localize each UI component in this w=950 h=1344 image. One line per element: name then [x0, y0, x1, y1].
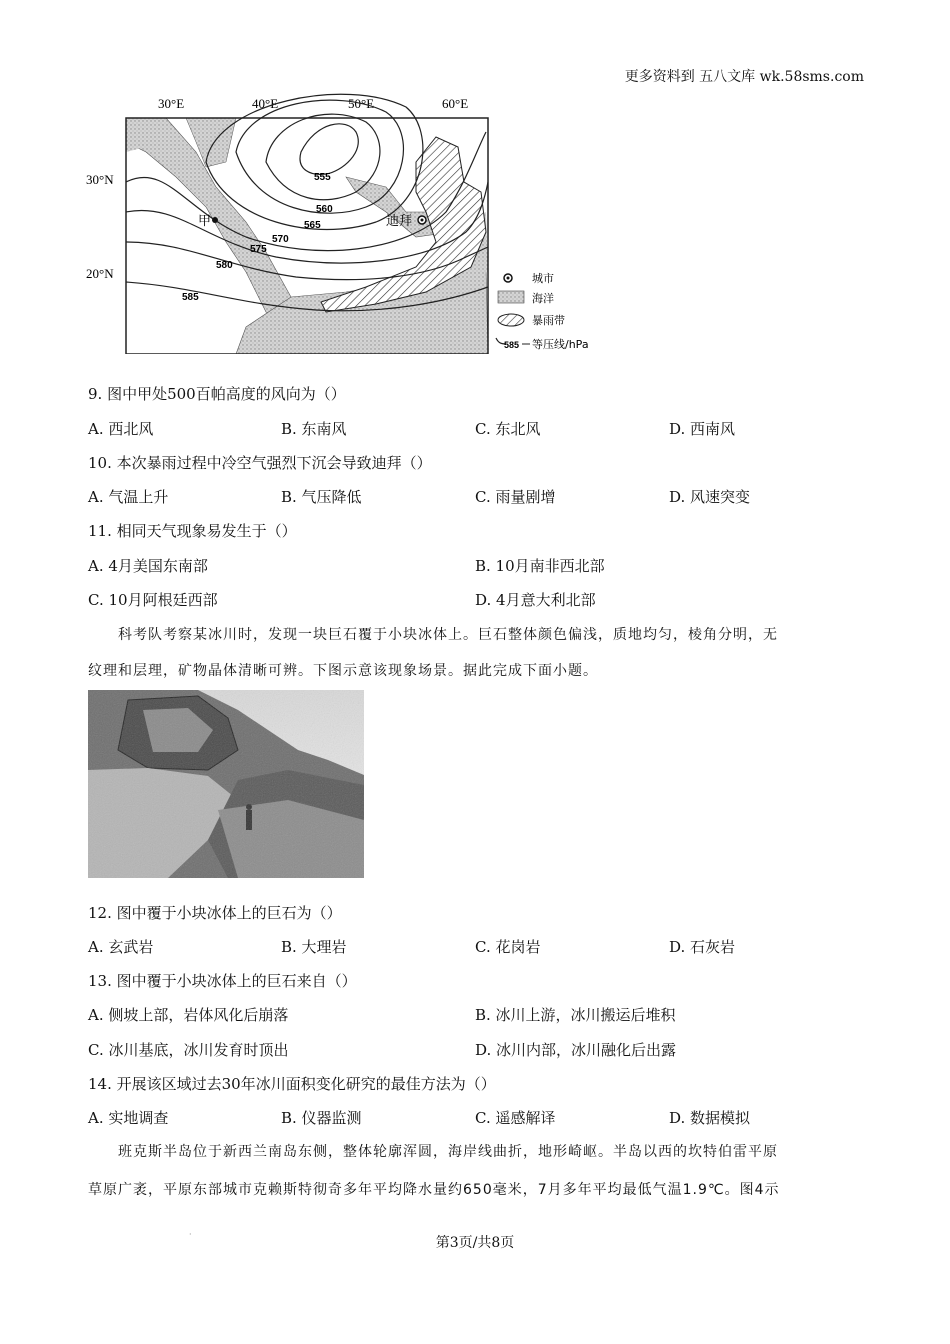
banks-passage-line-1: 班克斯半岛位于新西兰南岛东侧，整体轮廓浑圆，海岸线曲折，地形崎岖。半岛以西的坎特伯雷平原: [118, 1144, 778, 1160]
footer-dot: ·: [189, 1230, 192, 1239]
question-11-stem: 11. 相同天气现象易发生于（）: [88, 522, 297, 540]
contour-label-585: 585: [182, 292, 199, 303]
contour-label-575: 575: [250, 244, 267, 255]
banks-passage-line-2: 草原广袤，平原东部城市克赖斯特彻奇多年平均降水量约650毫米，7月多年平均最低气温1.9℃。图4示: [88, 1182, 780, 1198]
dubai-label: 迪拜: [386, 214, 413, 229]
glacier-passage-line-2: 纹理和层理，矿物晶体清晰可辨。下图示意该现象场景。据此完成下面小题。: [88, 663, 598, 679]
isobar-map-figure: [86, 92, 626, 354]
question-9-stem: 9. 图中甲处500百帕高度的风向为（）: [88, 385, 346, 403]
question-10-option-a[interactable]: A. 气温上升: [88, 488, 169, 506]
glacier-passage-line-1: 科考队考察某冰川时，发现一块巨石覆于小块冰体上。巨石整体颜色偏浅，质地均匀，棱角分明，无: [118, 627, 778, 643]
lon-label-50e: 50°E: [348, 96, 375, 111]
question-13-option-c[interactable]: C. 冰川基底，冰川发育时顶出: [88, 1041, 289, 1059]
contour-label-570: 570: [272, 234, 289, 245]
question-14-option-c[interactable]: C. 遥感解译: [475, 1109, 556, 1127]
question-12-option-a[interactable]: A. 玄武岩: [88, 938, 154, 956]
question-13-option-b[interactable]: B. 冰川上游，冰川搬运后堆积: [475, 1006, 676, 1024]
legend-ocean-swatch: [498, 291, 524, 303]
question-12-option-d[interactable]: D. 石灰岩: [669, 938, 736, 956]
question-9-option-a[interactable]: A. 西北风: [88, 420, 154, 438]
question-12-option-c[interactable]: C. 花岗岩: [475, 938, 541, 956]
question-11-option-c[interactable]: C. 10月阿根廷西部: [88, 591, 218, 609]
question-10-option-b[interactable]: B. 气压降低: [281, 488, 362, 506]
question-11-option-d[interactable]: D. 4月意大利北部: [475, 591, 596, 609]
glacier-boulder-photo: [88, 690, 364, 878]
page-number: 第3页/共8页: [435, 1235, 515, 1251]
legend-ocean-label: 海洋: [532, 292, 554, 305]
question-11-option-b[interactable]: B. 10月南非西北部: [475, 557, 605, 575]
question-12-option-b[interactable]: B. 大理岩: [281, 938, 347, 956]
question-9-option-d[interactable]: D. 西南风: [669, 420, 736, 438]
lon-label-40e: 40°E: [252, 96, 279, 111]
question-12-stem: 12. 图中覆于小块冰体上的巨石为（）: [88, 904, 342, 922]
lon-label-30e: 30°E: [158, 96, 185, 111]
question-14-option-d[interactable]: D. 数据模拟: [669, 1109, 751, 1127]
header-source-note: 更多资料到 五八文库 wk.58sms.com: [624, 69, 864, 85]
legend-isobar-value: 585: [504, 340, 520, 350]
jia-point-marker: [212, 217, 218, 223]
legend-rainband-swatch: [498, 314, 524, 326]
question-13-option-a[interactable]: A. 侧坡上部，岩体风化后崩落: [88, 1006, 289, 1024]
legend-rainband-label: 暴雨带: [532, 314, 565, 327]
legend-isobar-label: 等压线/hPa: [532, 338, 589, 351]
lon-label-60e: 60°E: [442, 96, 469, 111]
question-14-stem: 14. 开展该区域过去30年冰川面积变化研究的最佳方法为（）: [88, 1075, 496, 1093]
question-13-option-d[interactable]: D. 冰川内部，冰川融化后出露: [475, 1041, 677, 1059]
legend-city-label: 城市: [532, 272, 554, 285]
question-13-stem: 13. 图中覆于小块冰体上的巨石来自（）: [88, 972, 357, 990]
question-9-option-c[interactable]: C. 东北风: [475, 420, 541, 438]
lat-label-20n: 20°N: [86, 266, 114, 281]
map-legend: [496, 272, 589, 351]
question-10-stem: 10. 本次暴雨过程中冷空气强烈下沉会导致迪拜（）: [88, 454, 432, 472]
lat-label-30n: 30°N: [86, 172, 114, 187]
question-10-option-d[interactable]: D. 风速突变: [669, 488, 751, 506]
question-9-option-b[interactable]: B. 东南风: [281, 420, 347, 438]
question-10-option-c[interactable]: C. 雨量剧增: [475, 488, 556, 506]
question-11-option-a[interactable]: A. 4月美国东南部: [88, 557, 208, 575]
contour-label-555: 555: [314, 172, 331, 183]
jia-label: 甲: [198, 214, 212, 229]
question-14-option-b[interactable]: B. 仪器监测: [281, 1109, 362, 1127]
contour-label-580: 580: [216, 260, 233, 271]
question-14-option-a[interactable]: A. 实地调查: [88, 1109, 169, 1127]
contour-label-565: 565: [304, 220, 321, 231]
contour-label-560: 560: [316, 204, 333, 215]
